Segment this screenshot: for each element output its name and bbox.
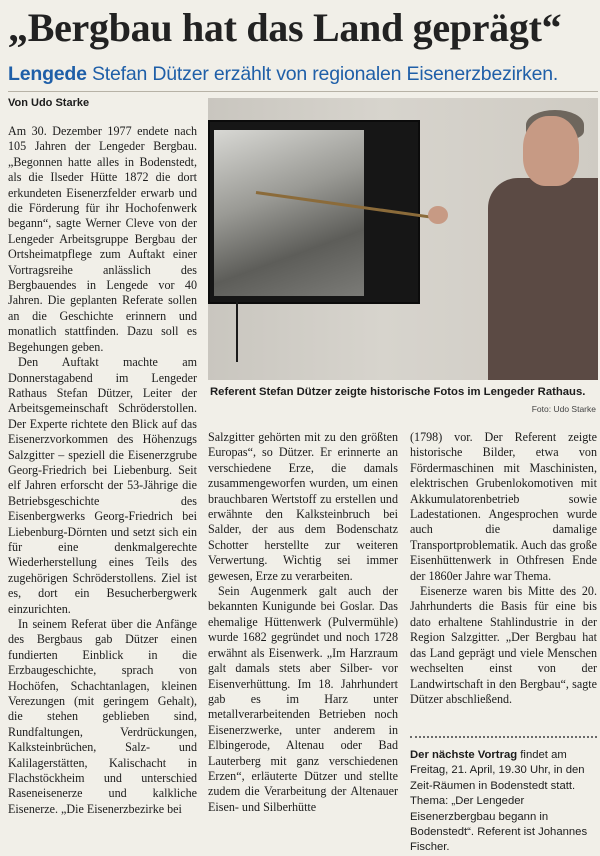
byline: Von Udo Starke — [8, 97, 90, 109]
article-column-2 — [208, 430, 398, 846]
header-rule — [8, 91, 598, 92]
speaker-head — [523, 116, 579, 186]
subheadline — [8, 60, 598, 88]
paragraph: Eisenerze waren bis Mitte des 20. Jahrhunderts die Basis für eine bis dato erhaltene Stahlindustrie in der Region Salzgitter. „Der Bergbau hat das Land geprägt und viele Menschen wechselten einst von der Landwirtschaft in den Bergbau“, sagte Dützer abschließend. — [410, 584, 597, 706]
paragraph: Salzgitter gehörten mit zu den größten Europas“, so Dützer. Er erinnerte an verschiedene Erze, die damals zusammengeworfen wurden, um einen brauchbaren Wertstoff zu erstellen und erwähnte den Kalksteinbruch bei Salder, der aus dem Bodenschatz Schotter herstellte zur weiteren Verwertung. Wichtig sei immer gewesen, Erze zu verarbeiten. — [208, 430, 398, 583]
speaker-body — [488, 178, 598, 380]
photo-credit: Foto: Udo Starke — [531, 404, 596, 414]
speaker-hand — [428, 206, 448, 224]
article-column-1 — [8, 124, 197, 846]
kicker: Lengede — [8, 63, 87, 85]
info-lead: Der nächste Vortrag — [410, 749, 518, 761]
headline: „Bergbau hat das Land geprägt“ — [8, 5, 562, 50]
info-text: findet am Freitag, 21. April, 19.30 Uhr, in den Zeit-Räumen in Bodenstedt statt. Thema: „Der Lengeder Eisenerzbergbau begann in Bodenstedt“. Referent ist Johannes Fischer. — [410, 749, 588, 854]
photo-caption: Referent Stefan Dützer zeigte historische Fotos im Lengeder Rathaus. — [210, 386, 586, 398]
paragraph: (1798) vor. Der Referent zeigte historische Bilder, etwa von Fördermaschinen mit Maschinisten, elektrischen Grubenlokomotiven mit Akkumulatorenbetrieb sowie Ladestationen. Angesprochen wurde auch die damalige Transportproblematik. Auch das große Eisenhüttenwerk in Othfresen Ende der 1860er Jahre war Thema. — [410, 430, 597, 583]
deck: Stefan Dützer erzählt von regionalen Eisenerzbezirken. — [92, 63, 559, 85]
info-box-rule — [410, 736, 597, 738]
paragraph: Den Auftakt machte am Donnerstagabend im Lengeder Rathaus Stefan Dützer, Leiter der Arbeitsgemeinschaft Schröderstollen. Der Experte richtete den Blick auf das Eisenerzvorkommen des Höhenzugs Salzgitter – speziell die Eisenerzgrube Georg-Friedrich bei Liebenburg. Seit elf Jahren erforscht der 53-Jährige die Betriebsgeschichte des Eisenbergwerks Georg-Friedrich bei Liebenburg-Dörnten und setzt sich ein für eine denkmalgerechte Wiederherstellung eines Teils des zugehörigen Schröderstollens. Ziel ist es, dort ein Besucherbergwerk einzurichten. — [8, 355, 197, 616]
article-column-3 — [410, 430, 597, 730]
screen-cable — [236, 302, 238, 362]
historic-photo-on-screen — [214, 130, 364, 296]
article-photo — [208, 98, 598, 380]
paragraph: Am 30. Dezember 1977 endete nach 105 Jahren der Lengeder Bergbau. „Begonnen hatte alles in Bodenstedt, als die Ilseder Hütte 1872 die dort erkundeten Eisenerzfelder erwarb und die Förderung für ihr Hochofenwerk begann“, sagte Werner Cleve von der Lengeder Arbeitsgruppe Bergbau der Ortsheimatpflege zum Auftakt einer Vortragsreihe anlässlich des Bergbauendes in Lengede vor 40 Jahren. Die geplanten Referate sollen an die Geschichte erinnern und monatlich stattfinden. Dazu soll es Begehungen geben. — [8, 124, 197, 354]
info-box — [410, 748, 597, 856]
paragraph: Sein Augenmerk galt auch der bekannten Kunigunde bei Goslar. Das ehemalige Hüttenwerk (Pulvermühle) wurde 1682 gegründet und noch 1728 erwähnt als Eisenwerk. „Im Harzraum galt damals stets aber Silber- vor Eisenverhüttung. Im 18. Jahrhundert gab es im Harz unter metallverarbeitenden Betrieben noch Eisenerzwerke, unter anderem in Elbingerode, Altenau oder Bad Lauterberg mit ganz verschiedenen Erzen“, erläuterte Dützer und stellte zudem die Verarbeitung der Altenauer Eisen- und Silberhütte — [208, 584, 398, 814]
paragraph: In seinem Referat über die Anfänge des Bergbaus gab Dützer einen fundierten Einblick in die Erzbaugeschichte, sprach von Hochöfen, Schachtanlagen, kleinen Verezungen (mit geringem Gehalt), die stehen geblieben sind, Rundfaltungen, Verdrückungen, Kalksteinbrüchen, Salz- und Kalilagerstätten, Kalischacht in Flachstöckheim und unterschied Raseneisenerze und kalkliche Eisenerze. „Die Eisenerzbezirke bei — [8, 617, 197, 816]
